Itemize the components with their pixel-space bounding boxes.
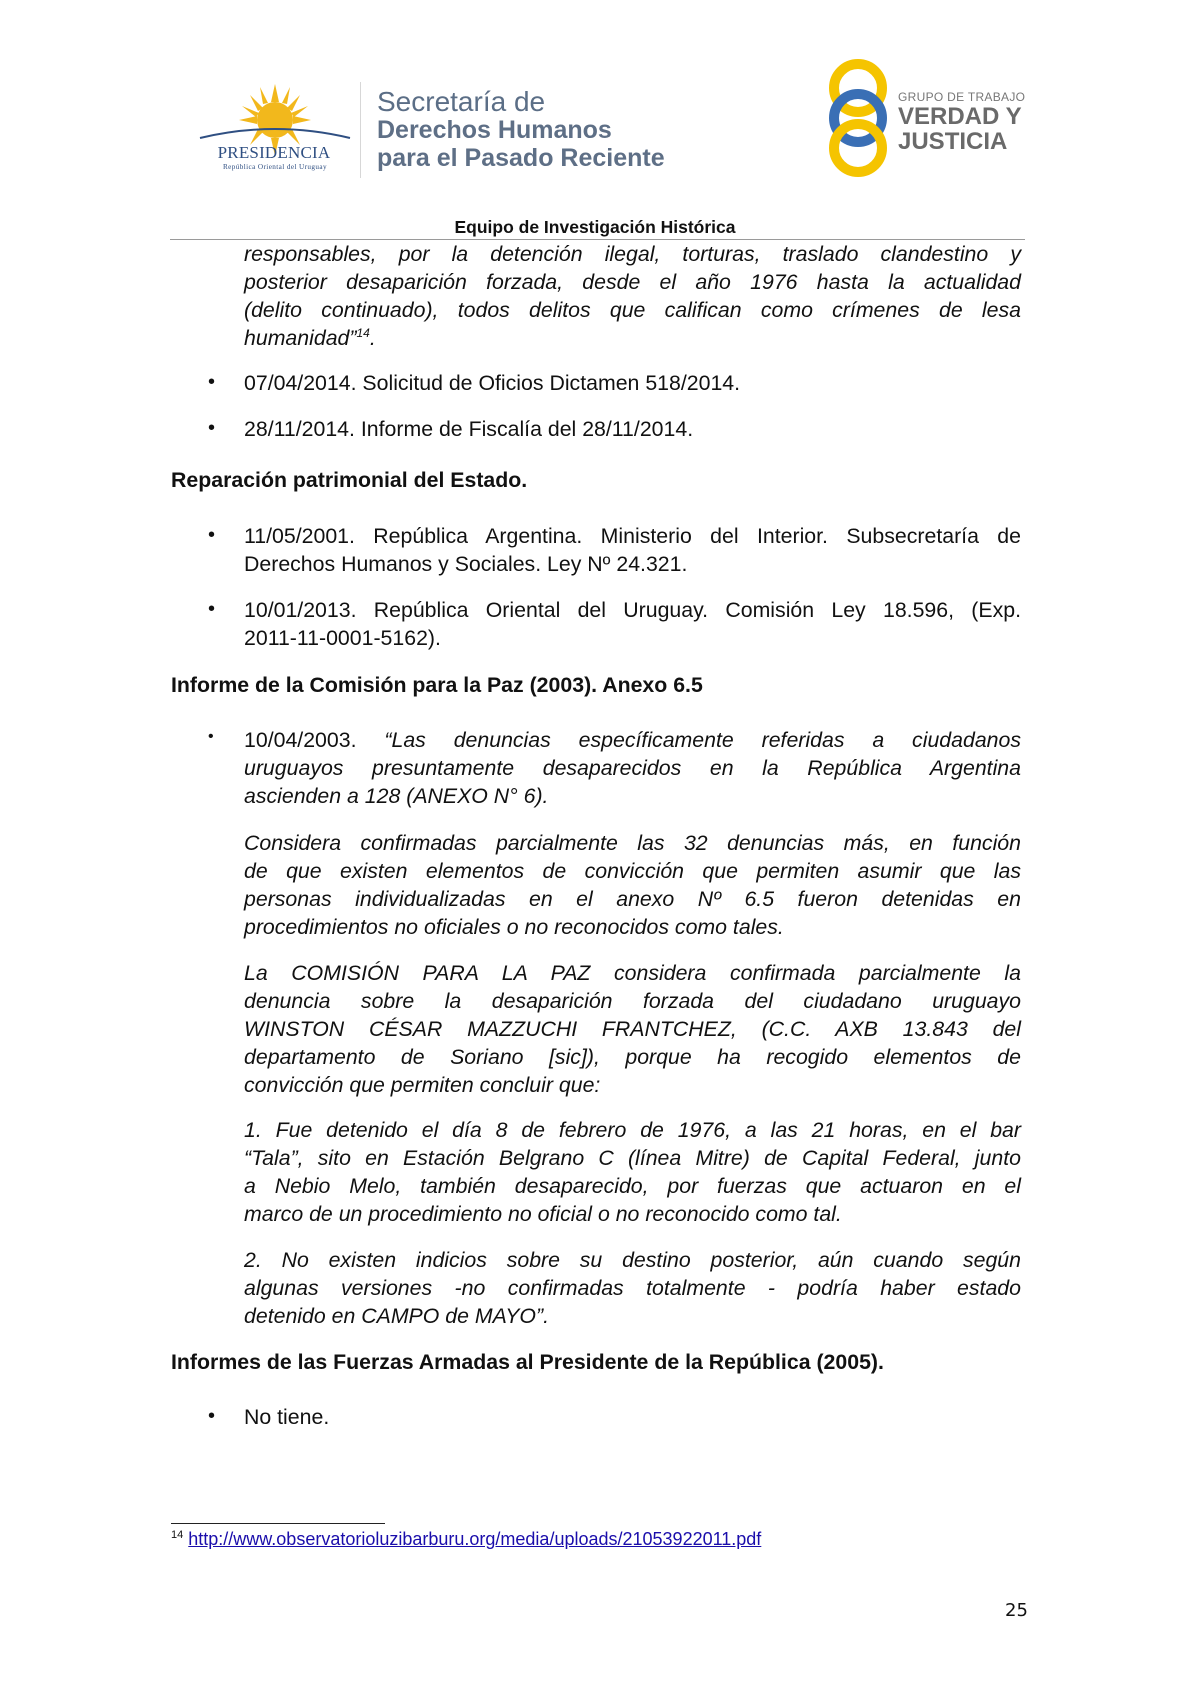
text-line: procedimientos no oficiales o no reconocidos como tales. [244,915,784,939]
list-item: 28/11/2014. Informe de Fiscalía del 28/11/2014. [244,417,694,441]
text-line: (delito continuado), todos delitos que califican como crímenes de lesa [244,298,1021,322]
vyj-line-2: JUSTICIA [898,128,1008,155]
list-item [244,522,1021,578]
list-item [244,596,1021,652]
text-line: “Tala”, sito en Estación Belgrano C (línea Mitre) de Capital Federal, junto [244,1146,1021,1170]
text-fragment: humanidad” [244,326,357,350]
section-heading: Informe de la Comisión para la Paz (2003). Anexo 6.5 [171,673,703,697]
paragraph-continued [244,240,1021,352]
footnote-number: 14 [171,1529,184,1541]
secretaria-line-3: para el Pasado Reciente [377,144,665,172]
secretaria-line-1: Secretaría de [377,86,546,117]
presidencia-subtitle: República Oriental del Uruguay [222,163,327,171]
footnote-link[interactable]: http://www.observatorioluzibarburu.org/media/uploads/21053922011.pdf [188,1529,762,1549]
text-line: 10/01/2013. República Oriental del Uruguay. Comisión Ley 18.596, (Exp. [244,598,1021,622]
item-date: 10/04/2003. [244,728,385,752]
quote-start: “Las denuncias específicamente referidas a ciudadanos [384,728,1021,752]
bullet-icon: • [208,1405,216,1427]
text-line: 1. Fue detenido el día 8 de febrero de 1976, a las 21 horas, en el bar [244,1118,1021,1142]
page-number: 25 [1005,1600,1028,1621]
list-item [244,726,1021,810]
text-line: ascienden a 128 (ANEXO N° 6). [244,784,549,808]
vyj-subtitle: GRUPO DE TRABAJO [898,90,1026,104]
bullet-icon: • [208,524,216,546]
text-line: responsables, por la detención ilegal, torturas, traslado clandestino y [244,242,1021,266]
bullet-icon: • [208,728,214,745]
text-line: 2011-11-0001-5162). [244,626,441,650]
text-line: convicción que permiten concluir que: [244,1073,601,1097]
text-line: Derechos Humanos y Sociales. Ley Nº 24.321. [244,552,688,576]
footnote-rule [171,1523,385,1524]
secretaria-wordmark [377,88,665,172]
text-line: posterior desaparición forzada, desde el año 1976 hasta la actualidad [244,270,1021,294]
text-line: 11/05/2001. República Argentina. Ministerio del Interior. Subsecretaría de [244,524,1021,548]
text-line: Considera confirmadas parcialmente las 32 denuncias más, en función [244,831,1021,855]
text-line: detenido en CAMPO de MAYO”. [244,1304,549,1328]
text-line: uruguayos presuntamente desaparecidos en la República Argentina [244,756,1021,780]
list-item: 07/04/2014. Solicitud de Oficios Dictamen 518/2014. [244,371,741,395]
text-line: a Nebio Melo, también desaparecido, por fuerzas que actuaron en el [244,1174,1021,1198]
bullet-icon: • [208,417,216,439]
bullet-icon: • [208,598,216,620]
footnote [171,1529,761,1550]
quote-paragraph [244,1246,1021,1330]
section-heading: Reparación patrimonial del Estado. [171,468,528,492]
quote-paragraph [244,829,1021,941]
text-line: La COMISIÓN PARA LA PAZ considera confirmada parcialmente la [244,961,1021,985]
verdad-justicia-wordmark [898,90,1025,154]
section-heading: Informes de las Fuerzas Armadas al Presidente de la República (2005). [171,1350,884,1374]
text-line: personas individualizadas en el anexo Nº 6.5 fueron detenidas en [244,887,1021,911]
text-line: departamento de Soriano [sic]), porque ha recogido elementos de [244,1045,1021,1069]
text-line: WINSTON CÉSAR MAZZUCHI FRANTCHEZ, (C.C. AXB 13.843 del [244,1017,1021,1041]
text-line: marco de un procedimiento no oficial o no reconocido como tal. [244,1202,842,1226]
secretaria-line-2: Derechos Humanos [377,116,612,144]
bullet-icon: • [208,371,216,393]
presidencia-wordmark: PRESIDENCIA [217,143,331,162]
text-line: de que existen elementos de convicción que permiten asumir que las [244,859,1021,883]
text-line [244,324,1021,352]
header-team-title: Equipo de Investigación Histórica [454,217,736,237]
text-line [244,726,1021,754]
text-line: denuncia sobre la desaparición forzada del ciudadano uruguayo [244,989,1021,1013]
footnote-ref: 14 [356,325,370,340]
vyj-line-1: VERDAD Y [898,103,1022,130]
list-item: No tiene. [244,1405,330,1429]
quote-paragraph [244,1116,1021,1228]
header-divider [360,82,361,178]
quote-paragraph [244,959,1021,1099]
text-line: algunas versiones -no confirmadas totalmente - podría haber estado [244,1276,1021,1300]
text-line: 2. No existen indicios sobre su destino posterior, aún cuando según [244,1248,1021,1272]
text-fragment: . [369,326,376,350]
